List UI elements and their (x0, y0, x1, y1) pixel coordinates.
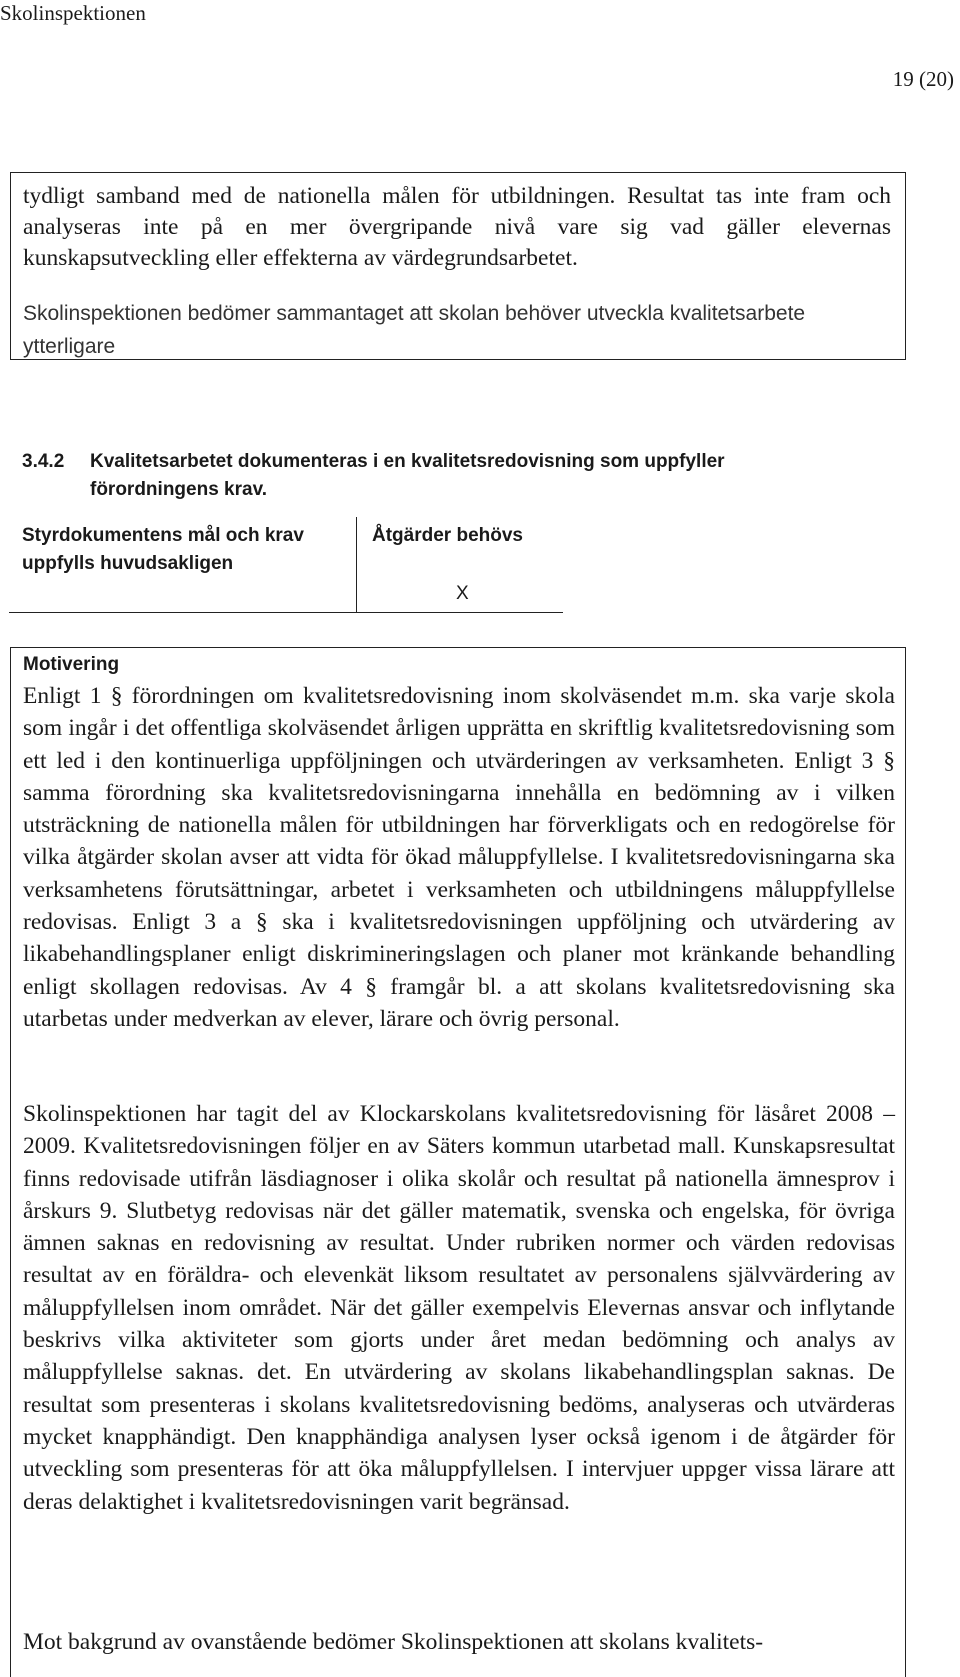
page-number: 19 (20) (892, 67, 954, 91)
motivation-paragraph-3: Mot bakgrund av ovanstående bedömer Skolinspektionen att skolans kvalitets- (23, 1629, 764, 1655)
motivation-paragraph-2: Skolinspektionen har tagit del av Klockarskolans kvalitetsredovisning för läsåret 2008 – 2009. Kvalitetsredovisningen följer en av Säters kommun utarbetad mall. Kunskapsresultat finns redovisade utifrån läsdiagnoser i olika skolår och resultat på nationella ämnesprov i årskurs 9. Slutbetyg redovisas när det gäller matematik, svenska och engelska, för övriga ämnen saknas en redovisning av resultat. Under rubriken normer och värden redovisas resultat av en föräldra- och elevenkät liksom resultatet av personalens självvärdering av måluppfyllelsen inom området. När det gäller exempelvis Elevernas ansvar och inflytande beskrivs vilka aktiviteter som gjorts under året medan bedömning och analys av måluppfyllelse saknas. det. En utvärdering av skolans likabehandlingsplan saknas. De resultat som presenteras i skolans kvalitetsredovisning bedöms, analyseras och utvärderas mycket knapphändigt. Den knapphändiga analysen lyser också igenom i de åtgärder för utveckling som presenteras för att öka måluppfyllelsen. I intervjuer uppger vissa lärare att deras delaktighet i kvalitetsredovisningen varit begränsad. (23, 1101, 895, 1515)
assessment-mark: X (456, 583, 469, 604)
section-heading (22, 448, 902, 504)
motivation-box (10, 647, 906, 1677)
assessment-divider (356, 517, 357, 613)
assessment-right-label: Åtgärder behövs (372, 525, 523, 546)
assessment-left-label: Styrdokumentens mål och krav uppfylls huvudsakligen (22, 525, 304, 574)
summary-conclusion: Skolinspektionen bedömer sammantaget att skolan behöver utveckla kvalitetsarbete ytterligare (23, 302, 806, 358)
motivation-label: Motivering (23, 654, 120, 675)
section-title-line2: förordningens krav. (90, 479, 268, 500)
assessment-bottom-border (9, 612, 563, 613)
assessment-summary-box (10, 172, 906, 360)
summary-text: tydligt samband med de nationella målen för utbildningen. Resultat tas inte fram och analyseras inte på en mer övergripande nivå vare sig vad gäller elevernas kunskapsutveckling eller effekterna av värdegrundsarbetet. (23, 183, 891, 271)
section-number: 3.4.2 (22, 451, 65, 472)
header-organization: Skolinspektionen (0, 1, 146, 25)
motivation-paragraph-1: Enligt 1 § förordningen om kvalitetsredovisning inom skolväsendet m.m. ska varje skola som ingår i det offentliga skolväsendet årligen upprätta en skriftlig kvalitetsredovisning som ett led i den kontinuerliga uppföljningen och utvärderingen av verksamheten. Enligt 3 § samma förordning ska kvalitetsredovisningarna innehålla en bedömning av i vilken utsträckning de nationella målen för utbildningen har förverkligats och en redogörelse för vilka åtgärder skolan avser att vidta för ökad måluppfyllelse. I kvalitetsredovisningarna ska verksamhetens förutsättningar, arbetet i verksamheten och utbildningens måluppfyllelse redovisas. Enligt 3 a § ska i kvalitetsredovisningen uppföljning och utvärdering av likabehandlingsplaner enligt diskrimineringslagen och planer mot kränkande behandling enligt skollagen redovisas. Av 4 § framgår bl. a att skolans kvalitetsredovisning ska utarbetas under medverkan av elever, lärare och övrig personal. (23, 683, 895, 1032)
assessment-table (10, 518, 564, 614)
section-title-line1: Kvalitetsarbetet dokumenteras i en kvalitetsredovisning som uppfyller (90, 451, 725, 472)
